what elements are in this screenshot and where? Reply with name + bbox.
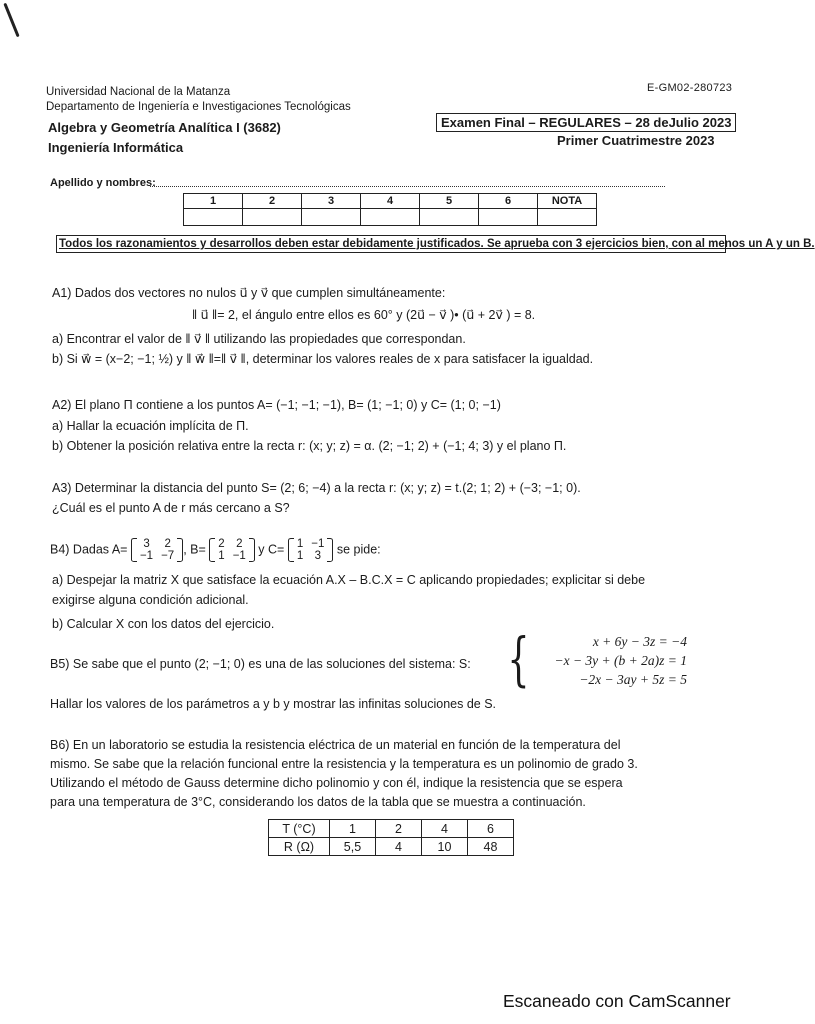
matrix-b-cell: −1 (232, 550, 246, 562)
grade-header-2: 2 (243, 194, 302, 209)
grade-header-3: 3 (302, 194, 361, 209)
a2-part-b: b) Obtener la posición relativa entre la recta r: (x; y; z) = α. (2; −1; 2) + (−1; 4; 3) y el plano Π. (52, 439, 567, 453)
a3-line-1: A3) Determinar la distancia del punto S= (2; 6; −4) a la recta r: (x; y; z) = t.(2; 1; 2) + (−3; −1; 0). (52, 481, 581, 495)
camscanner-footer: Escaneado con CamScanner (503, 991, 731, 1011)
table-cell: 4 (422, 820, 468, 838)
b6-line-1: B6) En un laboratorio se estudia la resistencia eléctrica de un material en función de la temperatura del (50, 738, 621, 752)
table-cell: 5,5 (330, 838, 376, 856)
table-cell: R (Ω) (269, 838, 330, 856)
table-row (269, 838, 514, 856)
a3-line-2: ¿Cuál es el punto A de r más cercano a S? (52, 501, 290, 515)
b4-sep-b: , B= (183, 542, 206, 557)
matrix-a-cell: 2 (164, 538, 171, 550)
temperature-resistance-table (268, 819, 514, 856)
matrix-b-cell: 1 (218, 550, 225, 562)
equation-2: −x − 3y + (b + 2a)z = 1 (554, 653, 687, 668)
grade-header-1: 1 (184, 194, 243, 209)
table-cell: 48 (468, 838, 514, 856)
b6-line-4: para una temperatura de 3°C, considerando los datos de la tabla que se muestra a continuación. (50, 795, 586, 809)
grade-cell-6[interactable] (479, 209, 538, 226)
a2-part-a: a) Hallar la ecuación implícita de Π. (52, 419, 249, 433)
student-name-label: Apellido y nombres: (50, 177, 156, 189)
b6-line-3: Utilizando el método de Gauss determine dicho polinomio y con él, indique la resistencia que se espera (50, 776, 623, 790)
matrix-a-cell: −1 (139, 550, 154, 562)
a1-part-a: a) Encontrar el valor de ‖ v⃗ ‖ utilizando las propiedades que correspondan. (52, 332, 466, 346)
table-cell: 2 (376, 820, 422, 838)
a1-part-b: b) Si w⃗ = (x−2; −1; ½) y ‖ w⃗ ‖=‖ v⃗ ‖, determinar los valores reales de x para satisfacer la igualdad. (52, 352, 594, 366)
a1-condition: ‖ u⃗ ‖= 2, el ángulo entre ellos es 60° y (2u⃗ − v⃗ )• (u⃗ + 2v⃗ ) = 8. (192, 308, 536, 322)
table-row (269, 820, 514, 838)
matrix-c (288, 538, 334, 562)
grade-cell-4[interactable] (361, 209, 420, 226)
student-name-field[interactable] (150, 186, 665, 187)
grade-table-header-row (184, 194, 597, 209)
a2-intro: A2) El plano Π contiene a los puntos A= (−1; −1; −1), B= (1; −1; 0) y C= (1; 0; −1) (52, 398, 501, 412)
table-cell: 10 (422, 838, 468, 856)
department-name: Departamento de Ingeniería e Investigaciones Tecnológicas (46, 101, 351, 113)
exam-title: Examen Final – REGULARES – 28 deJulio 2023 (436, 113, 736, 132)
grade-header-4: 4 (361, 194, 420, 209)
equation-system (512, 632, 687, 689)
grade-header-5: 5 (420, 194, 479, 209)
b4-suffix: se pide: (333, 542, 381, 557)
matrix-c-cell: 1 (296, 550, 304, 562)
matrix-a-cell: −7 (161, 550, 175, 562)
matrix-b-cell: 2 (236, 538, 243, 550)
grade-cell-1[interactable] (184, 209, 243, 226)
matrix-a (131, 538, 183, 562)
system-brace: { (507, 625, 530, 693)
table-cell: 4 (376, 838, 422, 856)
exam-term: Primer Cuatrimestre 2023 (557, 133, 715, 148)
matrix-c-cell: 3 (314, 550, 322, 562)
b4-part-b: b) Calcular X con los datos del ejercicio. (52, 617, 275, 631)
grade-table (183, 193, 597, 226)
a1-intro: A1) Dados dos vectores no nulos u⃗ y v⃗ que cumplen simultáneamente: (52, 286, 446, 300)
matrix-b (209, 538, 255, 562)
b4-sep-c: y C= (254, 542, 285, 557)
grade-cell-2[interactable] (243, 209, 302, 226)
b4-prefix: B4) Dadas A= (50, 542, 128, 557)
pen-stroke-mark (3, 3, 19, 38)
grade-cell-nota[interactable] (538, 209, 597, 226)
university-name: Universidad Nacional de la Matanza (46, 86, 231, 98)
career-name: Ingeniería Informática (48, 140, 184, 155)
table-cell: 6 (468, 820, 514, 838)
equation-3: −2x − 3ay + 5z = 5 (579, 672, 687, 687)
grade-header-nota: NOTA (538, 194, 597, 209)
course-name: Algebra y Geometría Analítica I (3682) (48, 120, 281, 135)
b4-part-a-line-2: exigirse alguna condición adicional. (52, 593, 249, 607)
matrix-c-cell: −1 (311, 538, 325, 550)
grade-cell-3[interactable] (302, 209, 361, 226)
grade-header-6: 6 (479, 194, 538, 209)
matrix-c-cell: 1 (296, 538, 304, 550)
equation-1: x + 6y − 3z = −4 (592, 634, 687, 649)
matrix-a-cell: 3 (143, 538, 150, 550)
table-cell: T (°C) (269, 820, 330, 838)
b4-part-a-line-1: a) Despejar la matriz X que satisface la ecuación A.X – B.C.X = C aplicando propiedades; explicitar si debe (52, 573, 646, 587)
b5-intro: B5) Se sabe que el punto (2; −1; 0) es una de las soluciones del sistema: S: (50, 657, 471, 671)
matrix-b-cell: 2 (218, 538, 225, 550)
grade-cell-5[interactable] (420, 209, 479, 226)
rules-note: Todos los razonamientos y desarrollos deben estar debidamente justificados. Se aprueba con 3 ejercicios bien, con al menos un A y un B. (56, 235, 726, 253)
table-cell: 1 (330, 820, 376, 838)
b6-line-2: mismo. Se sabe que la relación funcional entre la resistencia y la temperatura es un polinomio de grado 3. (50, 757, 638, 771)
b5-task: Hallar los valores de los parámetros a y b y mostrar las infinitas soluciones de S. (50, 697, 497, 711)
exam-code: E-GM02-280723 (647, 82, 733, 94)
grade-table-score-row (184, 209, 597, 226)
b4-intro (50, 538, 381, 562)
